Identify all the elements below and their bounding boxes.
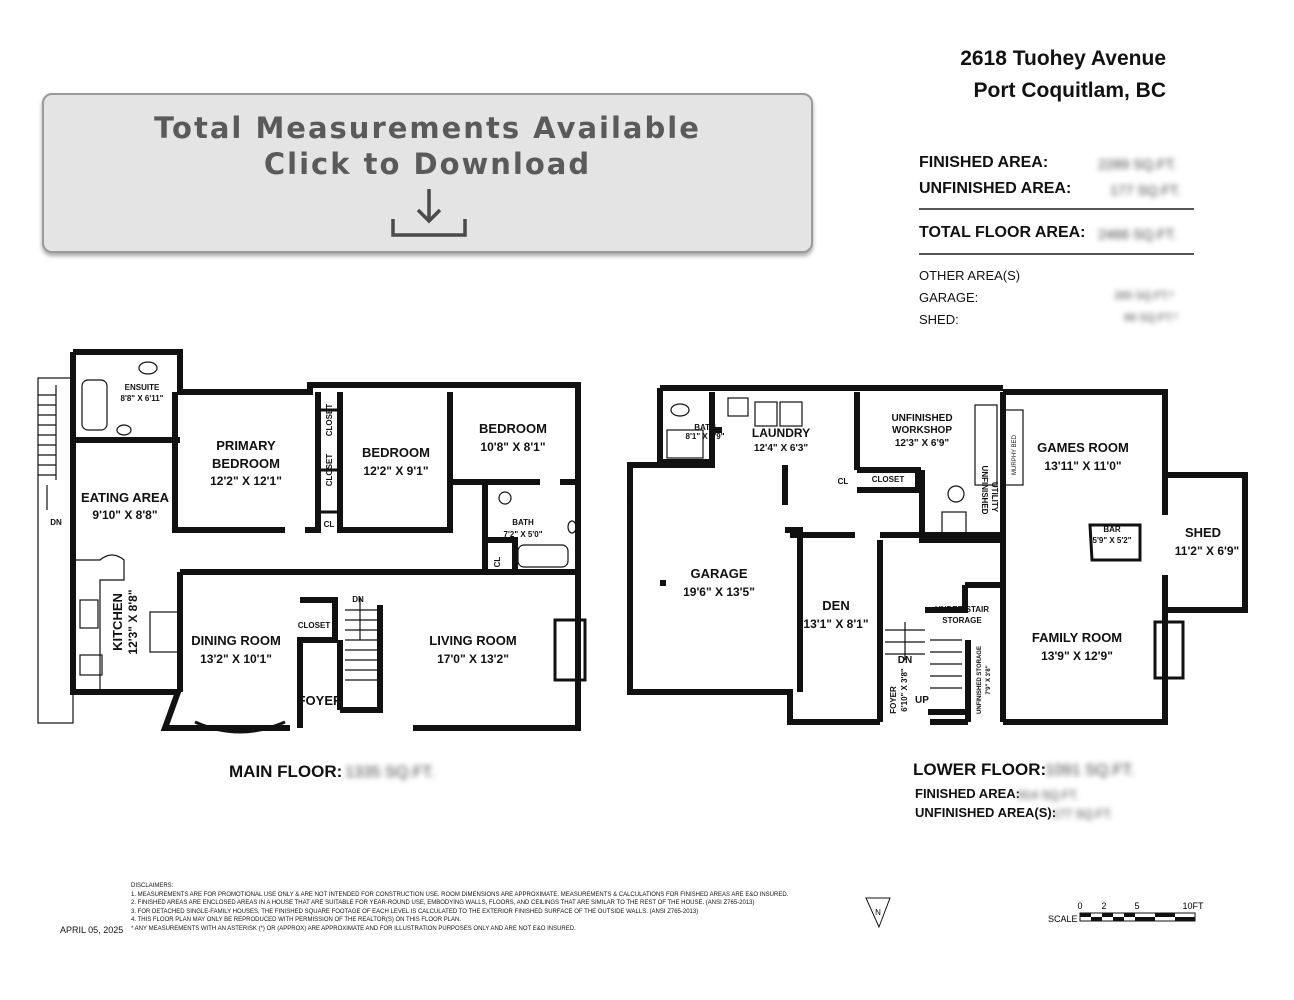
- room-name: WORKSHOP: [892, 425, 952, 436]
- disclaimer-line: 3. FOR DETACHED SINGLE-FAMILY HOUSES, THE FINISHED SQUARE FOOTAGE OF EACH LEVEL IS CALCULATED TO THE EXTERIOR FINISHED SURFACE OF THE OUTSIDE WALLS. (ANSI Z765-2013): [131, 908, 699, 915]
- garage-area-value: 265 SQ.FT.*: [1114, 290, 1174, 302]
- room-name: UTILITY: [990, 481, 999, 513]
- room-name: UNDER STAIR: [934, 605, 990, 614]
- room-name: UNFINISHED STORAGE: [977, 646, 983, 714]
- banner-line2: Click to Download: [263, 147, 592, 181]
- room-dims: 7'9" X 3'8": [986, 665, 992, 695]
- unfinished-area-label: UNFINISHED AREA:: [919, 180, 1072, 197]
- plan-date: APRIL 05, 2025: [60, 925, 124, 935]
- disclaimer-line: 4. THIS FLOOR PLAN MAY ONLY BE REPRODUCED WITH PERMISSION OF THE REALTOR(S) ON THIS FLOOR PLAN.: [131, 917, 462, 924]
- room-name: BEDROOM: [212, 456, 280, 471]
- room-dims: 12'2" X 9'1": [363, 464, 429, 478]
- scale-tick: 2: [1101, 901, 1107, 911]
- lower-unfinished-label: UNFINISHED AREA(S):: [915, 805, 1057, 820]
- room-name: ENSUITE: [124, 383, 160, 392]
- room-name: UNFINISHED: [980, 465, 989, 515]
- scale-tick: 10FT: [1182, 901, 1204, 911]
- other-areas-label: OTHER AREA(S): [919, 268, 1021, 283]
- room-dims: 6'10" X 3'8": [900, 668, 909, 712]
- unfinished-area-value: 177 SQ.FT.: [1110, 182, 1181, 198]
- room-dims: 19'6" X 13'5": [683, 585, 755, 599]
- scale-label: SCALE: [1048, 914, 1078, 924]
- main-floor-label: MAIN FLOOR:: [229, 762, 343, 781]
- room-name: BEDROOM: [479, 421, 547, 436]
- room-name: PRIMARY: [216, 438, 276, 453]
- room-dims: 8'8" X 6'11": [120, 394, 164, 403]
- room-name: FOYER: [889, 686, 898, 714]
- room-name: FAMILY ROOM: [1031, 630, 1123, 645]
- room-dims: 12'3" X 6'9": [894, 438, 950, 449]
- room-name: DEN: [822, 598, 850, 613]
- room-name: KITCHEN: [110, 593, 125, 651]
- main-stairs: [345, 598, 378, 680]
- room-dims: 9'10" X 8'8": [92, 508, 158, 522]
- scale-bar: [1048, 901, 1204, 924]
- room-dims: 13'11" X 11'0": [1044, 459, 1122, 473]
- finished-area-value: 2289 SQ.FT.: [1098, 156, 1177, 172]
- total-area-value: 2466 SQ.FT.: [1098, 226, 1177, 242]
- murphy-bed-label: MURPHY BED: [1012, 435, 1018, 475]
- room-dims: 12'2" X 12'1": [210, 474, 282, 488]
- shed-wall: [1165, 475, 1245, 610]
- closet-label: CLOSET: [871, 475, 905, 484]
- north-letter: N: [875, 908, 881, 917]
- disclaimer-line: * ANY MEASUREMENTS WITH AN ASTERISK (*) OR (APPROX) ARE APPROXIMATE AND FOR ILLUSTRATION PURPOSES ONLY AND ARE NOT E&O INSURED.: [131, 925, 576, 932]
- shed-area-label: SHED:: [919, 312, 959, 327]
- room-name: LIVING ROOM: [429, 633, 517, 648]
- room-dims: 6'8" X 6'5": [998, 482, 1007, 522]
- room-name: BAR: [1103, 525, 1121, 534]
- toilet: [671, 404, 689, 416]
- sink: [139, 362, 157, 374]
- closet-label: CL: [493, 556, 502, 568]
- disclaimer-line: 2. FINISHED AREAS ARE ENCLOSED AREAS IN A HOUSE THAT ARE SUITABLE FOR YEAR-ROUND USE, EMBODYING WALLS, FLOORS, AND CEILINGS THAT ARE SIMILAR TO THE REST OF THE HOUSE. (ANSI Z765-2013): [131, 900, 755, 907]
- closet-label: CLOSET: [297, 621, 331, 630]
- disclaimer-line: 1. MEASUREMENTS ARE FOR PROMOTIONAL USE ONLY & ARE NOT INTENDED FOR CONSTRUCTION USE. ROOM DIMENSIONS ARE APPROXIMATE. MEASUREMENTS & CALCULATIONS FOR FINISHED AREAS ARE E&O INSURED.: [131, 891, 789, 898]
- bathtub: [82, 380, 107, 430]
- finished-area-label: FINISHED AREA:: [919, 154, 1049, 171]
- banner-line1: Total Measurements Available: [154, 111, 701, 145]
- shed-area-value: 66 SQ.FT.*: [1124, 312, 1178, 324]
- room-dims: 10'8" X 8'1": [480, 440, 546, 454]
- lower-stairs: [885, 622, 962, 688]
- room-dims: 5'9" X 5'2": [1092, 536, 1132, 545]
- lower-finished-value: 914 SQ.FT.: [1018, 788, 1079, 802]
- closet-label: CLOSET: [325, 403, 334, 437]
- bathtub: [518, 545, 568, 567]
- room-dims: 13'1" X 8'1": [803, 617, 869, 631]
- room-dims: 13'2" X 10'1": [200, 652, 272, 666]
- room-dims: 12'4" X 6'3": [753, 443, 809, 454]
- stove: [80, 600, 98, 628]
- toilet: [568, 521, 576, 533]
- room-dims: 7'2" X 5'0": [503, 530, 543, 539]
- lower-finished-label: FINISHED AREA:: [915, 786, 1020, 801]
- stair-up-label: UP: [915, 695, 929, 706]
- stair-down-label: DN: [897, 655, 913, 666]
- main-floor-plan: [38, 352, 585, 732]
- room-name: LAUNDRY: [751, 426, 811, 440]
- scale-tick: 5: [1134, 901, 1140, 911]
- scale-tick: 0: [1077, 901, 1083, 911]
- kitchen-sink: [80, 655, 102, 675]
- room-name: SHED: [1184, 525, 1222, 540]
- stair-down-label: DN: [50, 518, 62, 527]
- lower-floor-area: 1091 SQ.FT.: [1045, 762, 1135, 779]
- garage-post: [660, 580, 666, 586]
- room-name: GAMES ROOM: [1037, 440, 1129, 455]
- disclaimers: [131, 882, 788, 934]
- dryer: [780, 402, 802, 426]
- room-name: BATH: [694, 423, 716, 432]
- room-name: STORAGE: [942, 616, 982, 625]
- room-dims: 8'1" X 4'9": [685, 432, 725, 441]
- water-heater: [948, 486, 964, 502]
- main-floor-area: 1335 SQ.FT.: [345, 764, 435, 781]
- stair-down-label: DN: [352, 595, 364, 604]
- lower-floor-plan: [630, 388, 1245, 722]
- room-dims: 17'0" X 13'2": [437, 652, 509, 666]
- sink: [499, 492, 511, 504]
- fireplace: [1155, 622, 1183, 678]
- room-name: EATING AREA: [80, 490, 170, 505]
- address-line1: 2618 Tuohey Avenue: [960, 47, 1166, 70]
- closet-label: CLOSET: [325, 453, 334, 487]
- room-name: BEDROOM: [362, 445, 430, 460]
- room-name: DINING ROOM: [191, 633, 281, 648]
- disclaimer-title: DISCLAIMERS:: [131, 883, 174, 889]
- furnace: [942, 512, 966, 534]
- total-area-label: TOTAL FLOOR AREA:: [919, 224, 1086, 241]
- room-dims: 11'2" X 6'9": [1174, 544, 1240, 558]
- room-dims: 13'9" X 12'9": [1041, 649, 1113, 663]
- lower-interior-walls: [712, 392, 1003, 722]
- garage-area-label: GARAGE:: [919, 290, 979, 305]
- room-name: FOYER: [297, 693, 343, 708]
- room-dims: 12'3" X 8'8": [126, 589, 140, 655]
- room-name: UNFINISHED: [891, 413, 953, 424]
- north-arrow-icon: [866, 898, 890, 927]
- toilet: [117, 425, 131, 435]
- closet-label: CL: [323, 520, 335, 529]
- lower-floor-label: LOWER FLOOR:: [913, 760, 1047, 779]
- lower-unfinished-value: 177 SQ.FT.: [1052, 807, 1113, 821]
- room-name: BATH: [512, 518, 534, 527]
- washer: [755, 402, 777, 426]
- closet-label: CL: [837, 477, 849, 486]
- laundry-sink: [728, 398, 748, 416]
- address-line2: Port Coquitlam, BC: [973, 79, 1166, 102]
- fridge: [150, 612, 178, 652]
- room-name: GARAGE: [690, 566, 748, 581]
- deck-stairs: [38, 385, 56, 510]
